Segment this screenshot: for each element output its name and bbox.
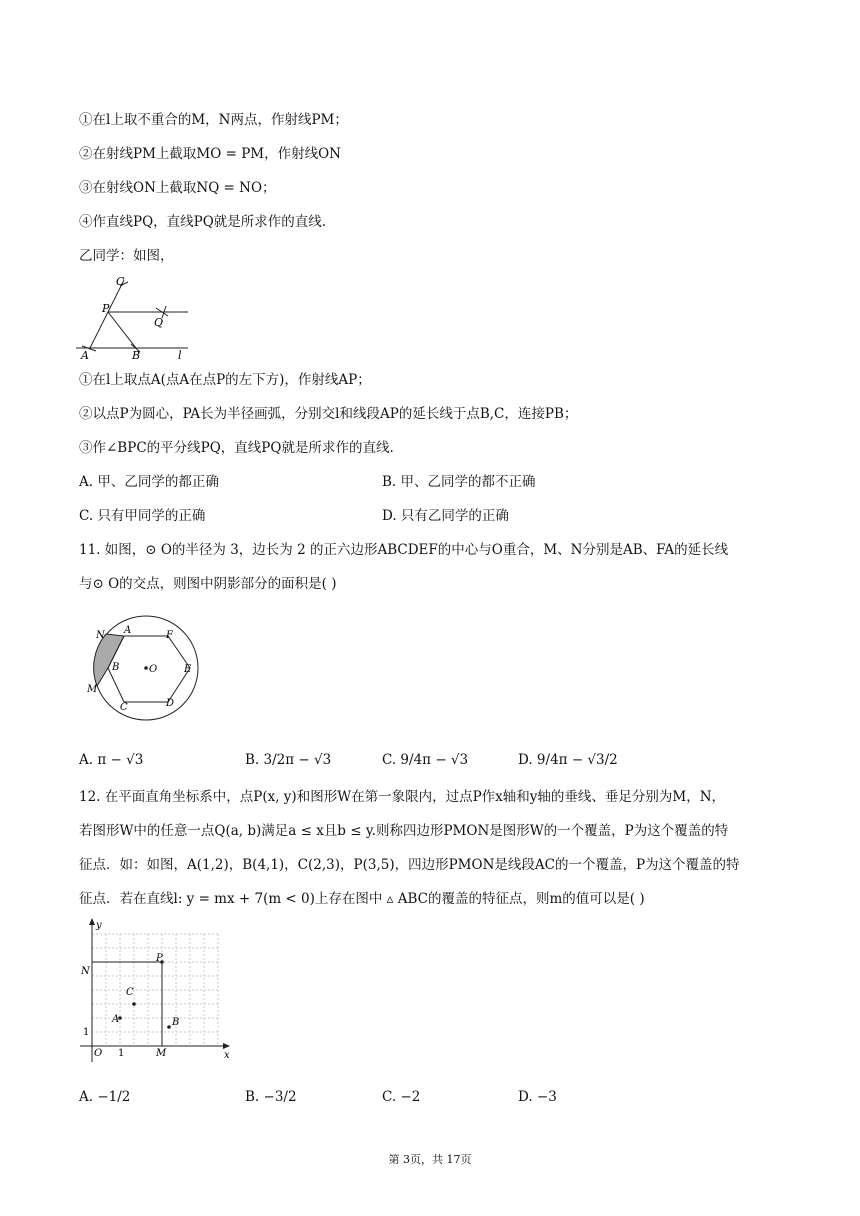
q12-option-a: A. −1/2 xyxy=(79,1089,131,1105)
q11-label-f: F xyxy=(166,630,173,641)
q10-option-d: D. 只有乙同学的正确 xyxy=(382,508,509,524)
q12-line-1: 12. 在平面直角坐标系中，点P(x, y)和图形W在第一象限内，过点P作x轴和y轴的垂线、垂足分别为M，N， xyxy=(79,789,726,805)
yi-step-2: ②以点P为圆心，PA长为半径画弧，分别交l和线段AP的延长线于点B,C，连接PB； xyxy=(79,406,578,422)
yi-step-1: ①在l上取点A(点A在点P的左下方)，作射线AP； xyxy=(79,372,371,388)
q12-label-n: N xyxy=(81,966,90,977)
yi-label-p: P xyxy=(102,302,110,315)
q11-label-e: E xyxy=(184,664,192,675)
q12-label-c: C xyxy=(126,987,134,998)
q11-option-d: D. 9/4π − √3/2 xyxy=(518,752,618,768)
yi-label-a: A xyxy=(81,349,89,362)
q12-label-y: y xyxy=(96,920,102,931)
q12-label-o: O xyxy=(94,1048,103,1059)
q12-label-p: P xyxy=(156,953,163,964)
q10-option-b: B. 甲、乙同学的都不正确 xyxy=(382,474,536,490)
yi-intro: 乙同学：如图， xyxy=(79,248,174,264)
page-footer: 第 3页，共 17页 xyxy=(388,1153,472,1166)
q10-option-a: A. 甲、乙同学的都正确 xyxy=(79,474,219,490)
q12-label-m: M xyxy=(156,1048,167,1059)
jia-step-4: ④作直线PQ，直线PQ就是所求作的直线. xyxy=(79,214,327,230)
q12-line-4: 征点．若在直线l: y = mx + 7(m < 0)上存在图中 ▵ ABC的覆盖的特征点，则m的值可以是( ) xyxy=(79,891,645,907)
q12-line-2: 若图形W中的任意一点Q(a, b)满足a ≤ x且b ≤ y.则称四边形PMON是图形W的一个覆盖，P为这个覆盖的特 xyxy=(79,823,729,839)
jia-step-1: ①在l上取不重合的M，N两点，作射线PM； xyxy=(79,112,348,128)
q12-label-a: A xyxy=(112,1014,120,1025)
yi-label-q: Q xyxy=(154,316,164,329)
q11-label-d: D xyxy=(166,698,175,709)
yi-label-c: C xyxy=(116,275,125,288)
q11-label-m: M xyxy=(87,684,98,695)
jia-step-3: ③在射线ON上截取NQ = NO； xyxy=(79,180,276,196)
q11-label-n: N xyxy=(96,630,105,641)
yi-construction-figure xyxy=(76,272,196,364)
q12-label-one-x: 1 xyxy=(118,1048,125,1059)
q12-option-b: B. −3/2 xyxy=(245,1089,297,1105)
yi-step-3: ③作∠BPC的平分线PQ，直线PQ就是所求作的直线. xyxy=(79,440,394,456)
q11-line-1: 11. 如图，⊙ O的半径为 3，边长为 2 的正六边形ABCDEF的中心与O重合，M、N分别是AB、FA的延长线 xyxy=(79,542,729,558)
q11-hexagon-circle-figure xyxy=(84,614,208,722)
jia-step-2: ②在射线PM上截取MO = PM，作射线ON xyxy=(79,146,341,162)
q10-option-c: C. 只有甲同学的正确 xyxy=(79,508,206,524)
q12-option-c: C. −2 xyxy=(382,1089,421,1105)
q11-line-2: 与⊙ O的交点，则图中阴影部分的面积是( ) xyxy=(79,576,337,592)
q12-coordinate-grid-figure xyxy=(76,914,236,1066)
q11-option-a: A. π − √3 xyxy=(79,752,144,768)
yi-label-l: l xyxy=(178,349,182,362)
q11-option-b: B. 3/2π − √3 xyxy=(245,752,332,768)
q12-label-one-y: 1 xyxy=(83,1027,90,1038)
q12-label-b: B xyxy=(172,1017,180,1028)
q11-label-a: A xyxy=(124,625,132,636)
q12-label-x: x xyxy=(224,1050,230,1061)
q12-line-3: 征点．如：如图，A(1,2)，B(4,1)，C(2,3)，P(3,5)，四边形PMON是线段AC的一个覆盖，P为这个覆盖的特 xyxy=(79,857,740,873)
yi-label-b: B xyxy=(132,349,141,362)
q11-option-c: C. 9/4π − √3 xyxy=(382,752,469,768)
q11-label-o: O xyxy=(149,664,158,675)
q12-option-d: D. −3 xyxy=(518,1089,557,1105)
q11-label-c: C xyxy=(120,702,128,713)
q11-label-b: B xyxy=(112,662,120,673)
